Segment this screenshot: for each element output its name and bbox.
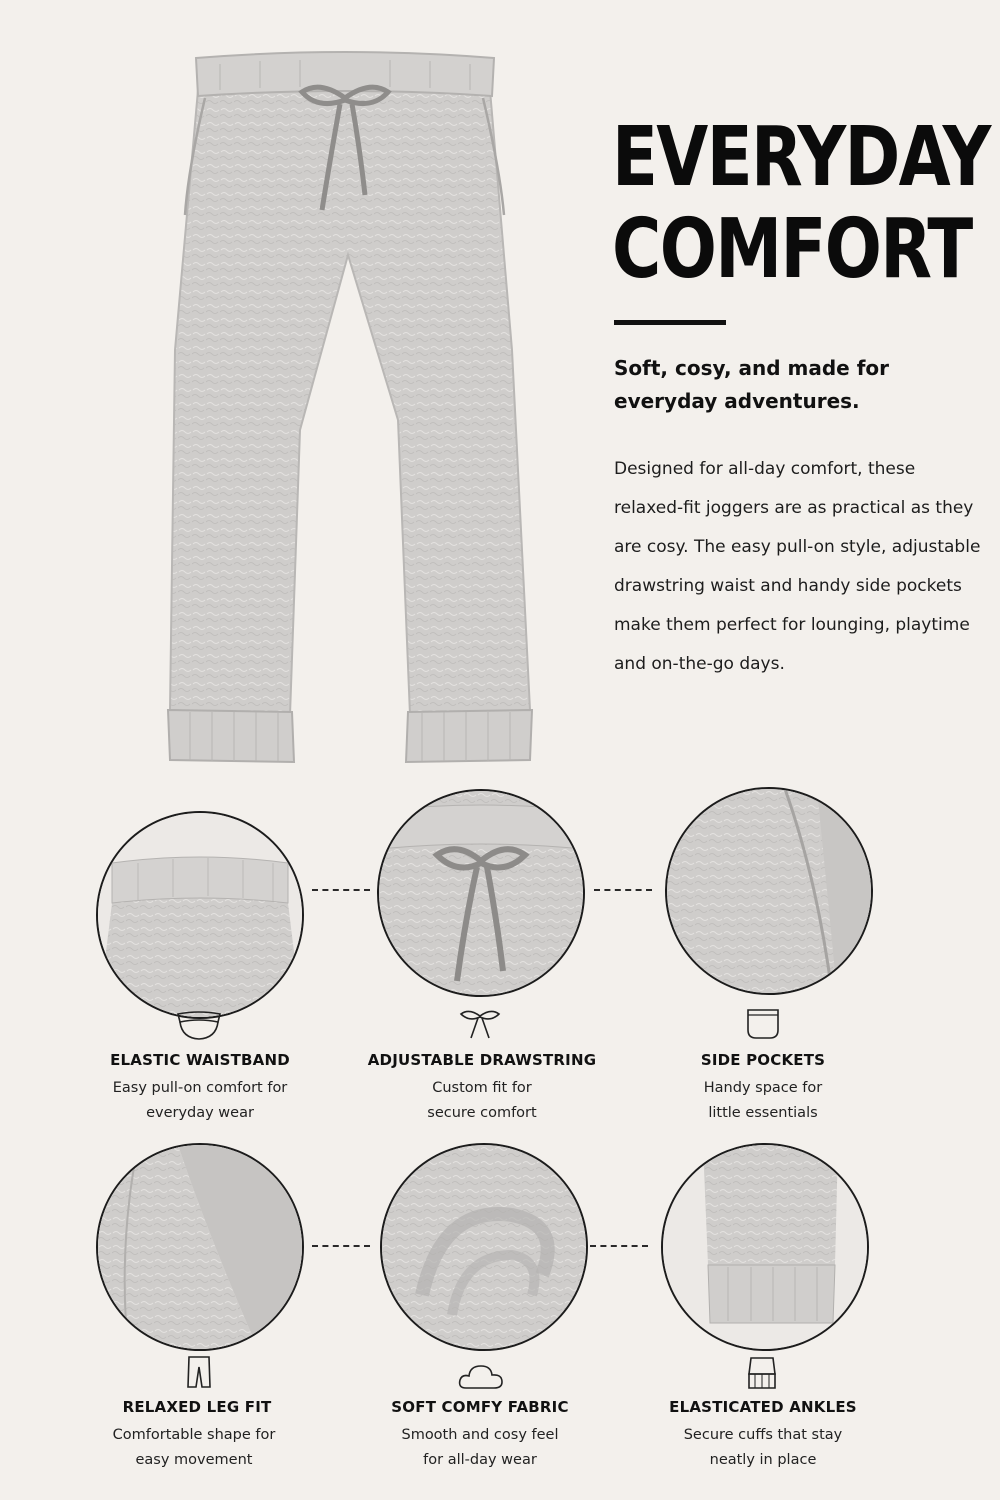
headline	[612, 110, 990, 297]
cloud-icon	[456, 1360, 506, 1394]
subheading: Soft, cosy, and made for everyday adventures.	[614, 356, 890, 413]
feature-title: ADJUSTABLE DRAWSTRING	[367, 1051, 597, 1069]
feature-title: SOFT COMFY FABRIC	[391, 1398, 569, 1416]
feature-description: Custom fit for secure comfort	[427, 1080, 537, 1121]
waistband-icon	[174, 1008, 224, 1042]
dashed-connector	[590, 1245, 648, 1247]
fabric-closeup-image	[380, 1143, 588, 1351]
cuff-icon	[737, 1356, 787, 1390]
pocket-icon	[738, 1006, 788, 1040]
dashed-connector	[594, 889, 652, 891]
headline-line-1: EVERYDAY	[612, 110, 990, 205]
feature-title: RELAXED LEG FIT	[122, 1398, 272, 1416]
headline-line-2: COMFORT	[612, 202, 972, 297]
product-description: Designed for all-day comfort, these relaxed-fit joggers are as practical as they are cosy. The easy pull-on style, adjustable drawstring waist and handy side pockets make them perfect for lounging, playtime and on-the-go days.	[614, 459, 981, 674]
drawstring-bow-icon	[455, 1006, 505, 1040]
feature-description: Handy space for little essentials	[703, 1080, 823, 1121]
ankle-cuff-closeup-image	[661, 1143, 869, 1351]
feature-description: Easy pull-on comfort for everyday wear	[112, 1080, 288, 1121]
feature-title: ELASTICATED ANKLES	[669, 1398, 857, 1416]
trousers-icon	[174, 1355, 224, 1389]
side-pocket-closeup-image	[665, 787, 873, 995]
waistband-closeup-image	[96, 811, 304, 1019]
feature-title: ELASTIC WAISTBAND	[110, 1051, 290, 1069]
drawstring-closeup-image	[377, 789, 585, 997]
feature-description: Secure cuffs that stay neatly in place	[683, 1427, 843, 1468]
feature-title: SIDE POCKETS	[700, 1051, 826, 1069]
hero-joggers-image	[150, 50, 540, 765]
dashed-connector	[312, 1245, 370, 1247]
dashed-connector	[312, 889, 370, 891]
feature-description: Smooth and cosy feel for all-day wear	[401, 1427, 559, 1468]
feature-description: Comfortable shape for easy movement	[112, 1427, 276, 1468]
leg-fit-closeup-image	[96, 1143, 304, 1351]
headline-divider	[614, 320, 726, 325]
